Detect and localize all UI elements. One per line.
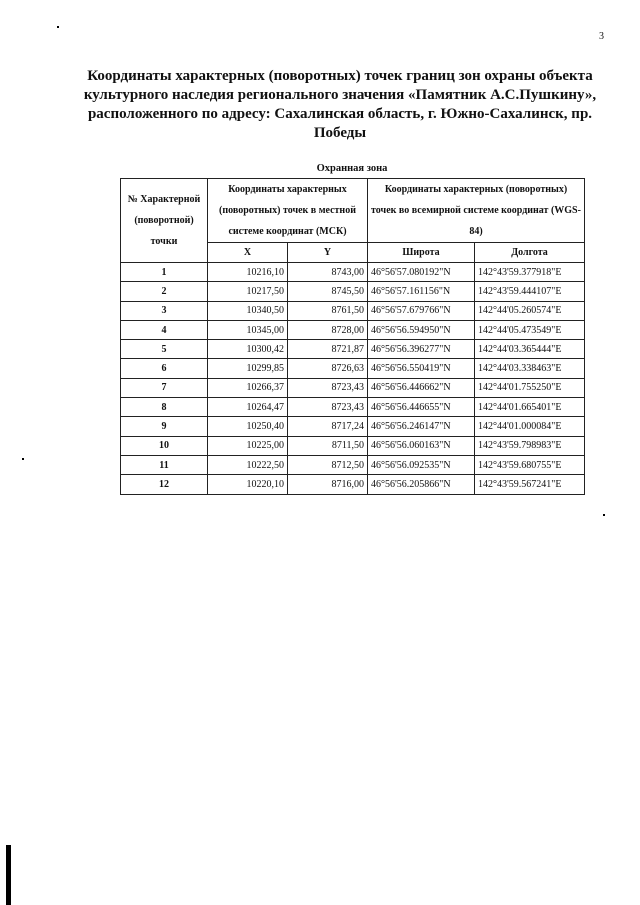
msk-y: 8711,50 xyxy=(288,436,368,455)
point-number: 1 xyxy=(121,263,208,282)
msk-y: 8728,00 xyxy=(288,320,368,339)
msk-x: 10217,50 xyxy=(208,282,288,301)
table-row xyxy=(121,301,585,320)
point-number: 5 xyxy=(121,340,208,359)
msk-x: 10345,00 xyxy=(208,320,288,339)
wgs-latitude: 46°56'56.205866"N xyxy=(368,475,475,494)
msk-x: 10299,85 xyxy=(208,359,288,378)
msk-x: 10220,10 xyxy=(208,475,288,494)
point-number: 8 xyxy=(121,398,208,417)
wgs-longitude: 142°43'59.680755"E xyxy=(475,455,585,474)
wgs-latitude: 46°56'57.080192"N xyxy=(368,263,475,282)
point-number: 11 xyxy=(121,455,208,474)
header-msk: Координаты характерных (поворотных) точек в местной системе координат (МСК) xyxy=(208,179,368,243)
wgs-latitude: 46°56'56.594950"N xyxy=(368,320,475,339)
scan-speck xyxy=(603,514,605,516)
wgs-latitude: 46°56'56.446662"N xyxy=(368,378,475,397)
wgs-longitude: 142°44'03.365444"E xyxy=(475,340,585,359)
header-y: Y xyxy=(288,243,368,263)
table-row xyxy=(121,436,585,455)
msk-x: 10340,50 xyxy=(208,301,288,320)
wgs-latitude: 46°56'56.550419"N xyxy=(368,359,475,378)
msk-y: 8745,50 xyxy=(288,282,368,301)
wgs-longitude: 142°43'59.567241"E xyxy=(475,475,585,494)
msk-x: 10250,40 xyxy=(208,417,288,436)
msk-y: 8761,50 xyxy=(288,301,368,320)
msk-y: 8716,00 xyxy=(288,475,368,494)
msk-y: 8726,63 xyxy=(288,359,368,378)
msk-x: 10266,37 xyxy=(208,378,288,397)
wgs-latitude: 46°56'56.246147"N xyxy=(368,417,475,436)
msk-y: 8721,87 xyxy=(288,340,368,359)
msk-x: 10225,00 xyxy=(208,436,288,455)
document-title: Координаты характерных (поворотных) точек границ зон охраны объекта культурного наследия регионального значения «Памятник А.С.Пушкину», расположенного по адресу: Сахалинская область, г. Южно-Сахалинск, пр. Победы xyxy=(83,68,597,141)
point-number: 9 xyxy=(121,417,208,436)
msk-y: 8723,43 xyxy=(288,378,368,397)
header-lat: Широта xyxy=(368,243,475,263)
msk-y: 8743,00 xyxy=(288,263,368,282)
table-row xyxy=(121,359,585,378)
page-number: 3 xyxy=(599,31,604,42)
scan-speck xyxy=(57,26,59,28)
table-row xyxy=(121,263,585,282)
point-number: 10 xyxy=(121,436,208,455)
table-row xyxy=(121,340,585,359)
table-body xyxy=(121,263,585,495)
msk-x: 10264,47 xyxy=(208,398,288,417)
msk-y: 8712,50 xyxy=(288,455,368,474)
msk-y: 8723,43 xyxy=(288,398,368,417)
table-row xyxy=(121,455,585,474)
header-point: № Характерной (поворотной) точки xyxy=(121,179,208,263)
point-number: 12 xyxy=(121,475,208,494)
table-caption: Охранная зона xyxy=(316,163,388,174)
wgs-longitude: 142°43'59.444107"E xyxy=(475,282,585,301)
header-x: X xyxy=(208,243,288,263)
msk-x: 10222,50 xyxy=(208,455,288,474)
wgs-longitude: 142°43'59.798983"E xyxy=(475,436,585,455)
scan-speck xyxy=(22,458,24,460)
point-number: 4 xyxy=(121,320,208,339)
header-wgs: Координаты характерных (поворотных) точек во всемирной системе координат (WGS-84) xyxy=(368,179,585,243)
point-number: 6 xyxy=(121,359,208,378)
wgs-longitude: 142°43'59.377918"E xyxy=(475,263,585,282)
table-row xyxy=(121,378,585,397)
wgs-longitude: 142°44'01.000084"E xyxy=(475,417,585,436)
table-row xyxy=(121,417,585,436)
header-lon: Долгота xyxy=(475,243,585,263)
table-row xyxy=(121,282,585,301)
table-row xyxy=(121,320,585,339)
wgs-latitude: 46°56'56.446655"N xyxy=(368,398,475,417)
msk-y: 8717,24 xyxy=(288,417,368,436)
point-number: 2 xyxy=(121,282,208,301)
wgs-longitude: 142°44'03.338463"E xyxy=(475,359,585,378)
msk-x: 10216,10 xyxy=(208,263,288,282)
wgs-latitude: 46°56'57.679766"N xyxy=(368,301,475,320)
wgs-longitude: 142°44'01.755250"E xyxy=(475,378,585,397)
wgs-longitude: 142°44'05.473549"E xyxy=(475,320,585,339)
msk-x: 10300,42 xyxy=(208,340,288,359)
table-row xyxy=(121,398,585,417)
scan-margin-mark xyxy=(6,845,11,905)
wgs-longitude: 142°44'01.665401"E xyxy=(475,398,585,417)
wgs-longitude: 142°44'05.260574"E xyxy=(475,301,585,320)
wgs-latitude: 46°56'56.060163"N xyxy=(368,436,475,455)
wgs-latitude: 46°56'56.396277"N xyxy=(368,340,475,359)
coordinates-table xyxy=(120,178,585,495)
point-number: 7 xyxy=(121,378,208,397)
wgs-latitude: 46°56'57.161156"N xyxy=(368,282,475,301)
wgs-latitude: 46°56'56.092535"N xyxy=(368,455,475,474)
point-number: 3 xyxy=(121,301,208,320)
table-row xyxy=(121,475,585,494)
